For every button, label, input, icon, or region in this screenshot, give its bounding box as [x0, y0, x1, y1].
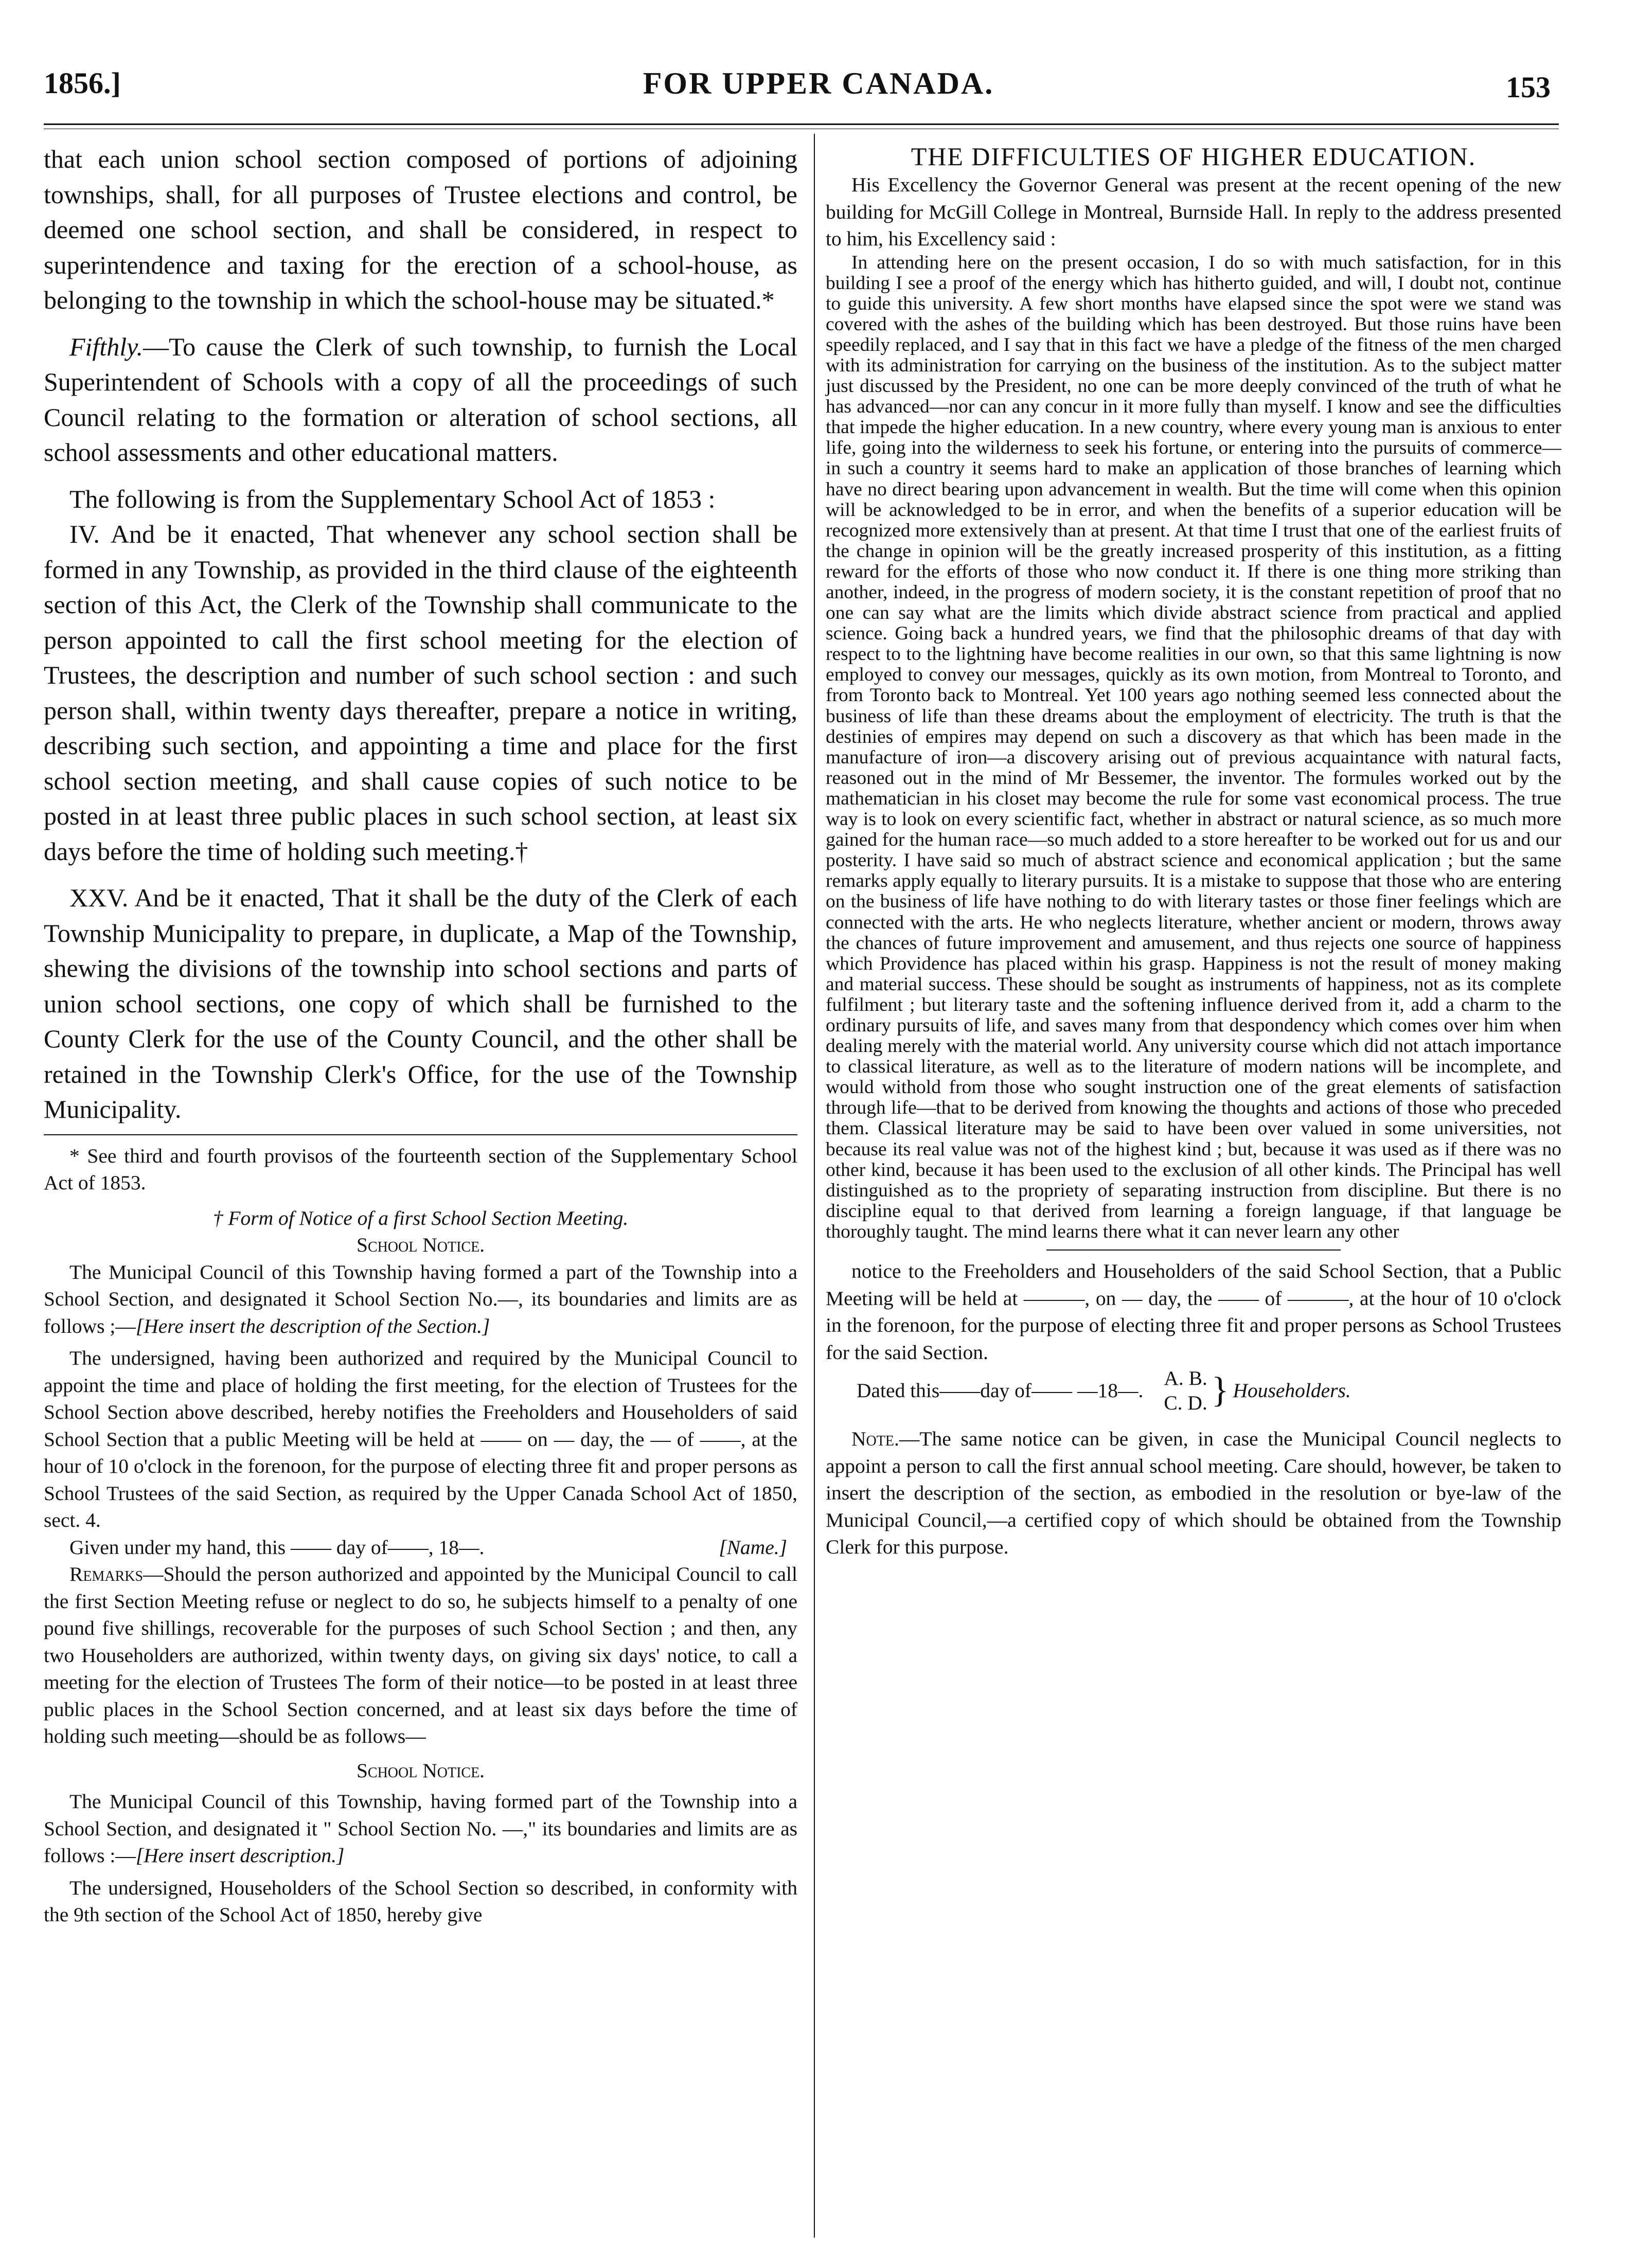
dated-line	[826, 1366, 1561, 1415]
article-intro: His Excellency the Governor General was present at the recent opening of the new building for McGill College in Montreal, Burnside Hall. In reply to the address presented to him, his Excellency said :	[826, 173, 1561, 250]
school-notice-heading-2: School Notice.	[356, 1759, 485, 1782]
paragraph-fifthly	[44, 329, 797, 470]
notice-2-continuation: notice to the Freeholders and Householders of the said School Section, that a Public Meeting will be held at ———, on — day, the —— of ———, at the hour of 10 o'clock in the forenoon, for the purpose of electing three fit and proper persons as School Trustees for the said Section.	[826, 1260, 1561, 1364]
footnote-rule	[44, 1134, 797, 1135]
note-label: Note.	[851, 1427, 899, 1450]
article-title: THE DIFFICULTIES OF HIGHER EDUCATION.	[911, 142, 1476, 171]
signer-ab: A. B.	[1164, 1367, 1207, 1389]
notice-1-paragraph-1: The Municipal Council of this Township having formed a part of the Township into a School Section, and designated it School Section No.—, its boundaries and limits are as follows ;—[Here insert the description of the Section.]	[44, 1260, 797, 1337]
continuation-rule	[1046, 1249, 1341, 1251]
remarks-label: Remarks	[69, 1563, 144, 1585]
article-body: In attending here on the present occasion, I do so with much satisfaction, for in this building I see a proof of the energy which has hitherto guided, and will, I doubt not, continue to guide this university. A few short months have elapsed since the spot were we stand was covered with the ashes of the building which has been destroyed. But those ruins have been speedily replaced, and I say that in this fact we have a pledge of the fitness of the men charged with its administration for carrying on the business of the institution. As to the subject matter just discussed by the President, no one can be more deeply convinced of the truth of what he has advanced—nor can any concur in it more fully than myself. I know and see the difficulties that impede the higher education. In a new country, where every young man is anxious to enter life, going into the wilderness to seek his fortune, or entering into the pursuits of commerce—in such a country it seems hard to make an application of those branches of learning which have no direct bearing upon advancement in wealth. But the time will come when this opinion will be acknowledged to be in error, and when the benefits of a superior education will be recognized more extensively than at present. At that time I trust that one of the earliest fruits of the change in opinion will be the greatly increased prosperity of this institution, as a fitting reward for the efforts of those who now conduct it. If there is one thing more striking than another, indeed, in the progress of modern society, it is the constant repetition of proof that no one can say what are the limits which divide abstract science from practical and applied science. Going back a hundred years, we find that the philosophic dreams of that day with respect to to the lightning have become realities in our own, so that this same lightning is now employed to convey our messages, quickly as its own motion, from Montreal to Toronto, and from Toronto back to Montreal. Yet 100 years ago nothing seemed less connected about the business of life than these dreams about the employment of electricity. The truth is that the destinies of empires may depend on such a discovery as that which has been made in the manufacture of iron—a discovery arising out of previous acquaintance with natural facts, reasoned out in the mind of Mr Bessemer, the inventor. The formules worked out by the mathematician in his closet may become the rule for some vast economical process. The true way is to look on every scientific fact, whether in abstract or natural science, as so much more gained for the human race—so much added to a store hereafter to be worked out for us and our posterity. I have said so much of abstract science and economical application ; but the same remarks apply equally to literary pursuits. It is a mistake to suppose that those who are entering on the business of life have nothing to do with literary tastes or those finer feelings which are connected with the arts. He who neglects literature, whether ancient or modern, throws away the chances of future improvement and amusement, and thus rejects one source of happiness which Providence has placed within his grasp. Happiness is not the result of money making and material success. These should be sought as instruments of happiness, not as its complete fulfilment ; but literary taste and the softening influence derived from it, add a charm to the ordinary pursuits of life, and saves many from that despondency which comes over him when dealing merely with the material world. Any university course which did not attach importance to classical literature, as well as to the literature of modern nations will be incomplete, and would withold from those who sought instruction one of the great elements of satisfaction through life—that to be derived from knowing the thoughts and actions of those who preceded them. Classical literature may be said to have been over valued in some universities, not because its real value was not of the highest kind ; but, because it was used as if there was no other kind, because it has been used to the exclusion of all other kinds. The Principal has well distinguished as to the propriety of separating instruction from discipline. But there is no discipline equal to that derived from learning a foreign language, if that language be thoroughly taught. The mind learns there what it can never learn any other	[826, 252, 1561, 1242]
fifthly-label: Fifthly.	[69, 332, 144, 361]
note-paragraph: Note.—The same notice can be given, in case the Municipal Council neglects to appoint a person to call the first annual school meeting. Care should, however, be taken to insert the description of the section, as embodied in the resolution or bye-law of the Municipal Council,—a certified copy of which should be obtained from the Township Clerk for this purpose.	[826, 1427, 1561, 1558]
footnote-1: * See third and fourth provisos of the fourteenth section of the Supplementary School Act of 1853.	[44, 1144, 797, 1194]
notice-1-paragraph-2: The undersigned, having been authorized and required by the Municipal Council to appoint the time and place of holding the first meeting, for the election of Trustees for the School Section above described, hereby notifies the Freeholders and Householders of said School Section that a public Meeting will be held at —— on — day, the — of ——, at the hour of 10 o'clock in the forenoon, for the purpose of electing three fit and proper persons as School Trustees of the said Section, as required by the Upper Canada School Act of 1850, sect. 4.	[44, 1347, 797, 1531]
footnote-2-title: † Form of Notice of a first School Section Meeting.	[212, 1206, 629, 1229]
notice-2-paragraph-1: The Municipal Council of this Township, having formed part of the Township into a School Section, and designated it " School Section No. —," its boundaries and limits are as follows :—[Here insert description.]	[44, 1790, 797, 1867]
paragraph-section-iv: IV. And be it enacted, That whenever any school section shall be formed in any Township, as provided in the third clause of the eighteenth section of this Act, the Clerk of the Township shall communicate to the person appointed to call the first school meeting for the election of Trustees, the description and number of such school section : and such person shall, within twenty days thereafter, prepare a notice in writing, describing such section, and appointing a time and place for the first school section meeting, and shall cause copies of such notice to be posted in at least three public places in such school section, at least six days before the time of holding such meeting.†	[44, 520, 797, 866]
left-column	[44, 141, 797, 1928]
header-rule	[44, 123, 1559, 125]
fifthly-text: —To cause the Clerk of such township, to furnish the Local Superintendent of Schools with a copy of all the proceedings of such Council relating to the formation or alteration of school sections, all school assessments and other educational matters.	[44, 332, 797, 467]
dated-text: Dated this——day of—— —18—.	[857, 1379, 1144, 1402]
right-column	[826, 141, 1561, 1561]
paragraph-supplementary-intro: The following is from the Supplementary School Act of 1853 :	[69, 484, 716, 513]
signers	[1164, 1366, 1207, 1415]
paragraph-section-xxv: XXV. And be it enacted, That it shall be the duty of the Clerk of each Township Municipality to prepare, in duplicate, a Map of the Township, shewing the divisions of the township into school sections and parts of union school sections, one copy of which shall be furnished to the County Clerk for the use of the County Council, and the other shall be retained in the Township Clerk's Office, for the use of the Township Municipality.	[44, 883, 797, 1123]
notice-2-paragraph-2: The undersigned, Householders of the School Section so described, in conformity with the 9th section of the School Act of 1850, hereby give	[44, 1876, 797, 1926]
school-notice-heading-1: School Notice.	[356, 1234, 485, 1256]
header-year: 1856.]	[44, 66, 121, 100]
notice-1-given: Given under my hand, this —— day of——, 18—. [Name.]	[44, 1534, 797, 1561]
householders-label: Householders.	[1233, 1379, 1351, 1402]
column-divider	[814, 134, 815, 2238]
name-placeholder: [Name.]	[719, 1535, 787, 1559]
header-title: FOR UPPER CANADA.	[643, 66, 994, 100]
signer-cd: C. D.	[1164, 1391, 1207, 1414]
remarks-paragraph: Remarks—Should the person authorized and appointed by the Municipal Council to call the first Section Meeting refuse or neglect to do so, he subjects himself to a penalty of one pound five shillings, recoverable for the purposes of such School Section ; and then, any two Householders are authorized, within twenty days, on giving six days' notice, to call a meeting for the election of Trustees The form of their notice—to be posted in at least three public places in the School Section concerned, and at least six days before the time of holding such meeting—should be as follows—	[44, 1563, 797, 1747]
brace-glyph: }	[1211, 1370, 1229, 1410]
page-header	[0, 0, 1637, 134]
page-number: 153	[1506, 70, 1551, 104]
paragraph-union-section: that each union school section composed of portions of adjoining townships, shall, for all purposes of Trustee elections and control, be deemed one school section, and shall be considered, in respect to superintendence and taxing for the erection of a school-house, as belonging to the township in which the school-house may be situated.*	[44, 145, 797, 314]
